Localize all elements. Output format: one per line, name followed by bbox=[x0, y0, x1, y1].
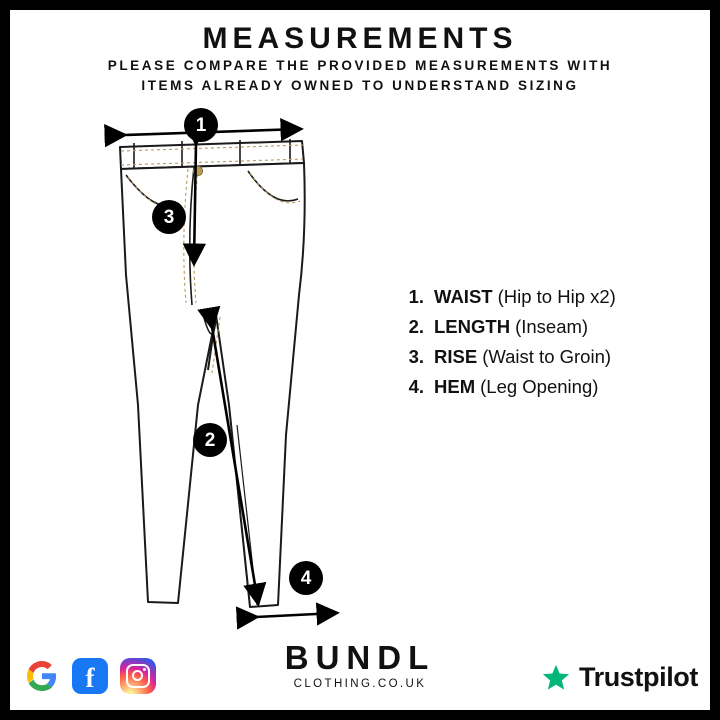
social-links bbox=[24, 658, 156, 694]
legend-item-waist bbox=[398, 286, 698, 308]
frame-border-top bbox=[0, 0, 720, 10]
measurement-legend bbox=[398, 286, 698, 406]
facebook-icon[interactable] bbox=[72, 658, 108, 694]
legend-term: HEM bbox=[434, 376, 476, 397]
page-title: MEASUREMENTS bbox=[202, 22, 518, 55]
jeans-diagram bbox=[90, 105, 430, 640]
instagram-dot bbox=[143, 668, 146, 671]
hem-measure-arrow bbox=[256, 613, 336, 617]
callout-badge-1: 1 bbox=[184, 108, 218, 142]
legend-description: (Waist to Groin) bbox=[482, 346, 612, 367]
legend-item-length bbox=[398, 316, 698, 338]
callout-badge-2: 2 bbox=[193, 423, 227, 457]
page-subtitle bbox=[60, 56, 660, 96]
facebook-letter: f bbox=[85, 663, 95, 693]
subtitle-line-2: ITEMS ALREADY OWNED TO UNDERSTAND SIZING bbox=[141, 78, 579, 93]
frame-border-left bbox=[0, 0, 10, 720]
legend-number: 3. bbox=[408, 346, 424, 367]
brand-logo bbox=[255, 640, 465, 690]
legend-term: LENGTH bbox=[434, 316, 511, 337]
instagram-icon[interactable] bbox=[120, 658, 156, 694]
callout-badge-3: 3 bbox=[152, 200, 186, 234]
legend-term: WAIST bbox=[434, 286, 493, 307]
subtitle-line-1: PLEASE COMPARE THE PROVIDED MEASUREMENTS WITH bbox=[107, 58, 613, 73]
legend-description: (Leg Opening) bbox=[480, 376, 599, 397]
frame-border-right bbox=[710, 0, 720, 720]
trustpilot-badge[interactable] bbox=[541, 662, 698, 693]
legend-description: (Inseam) bbox=[515, 316, 589, 337]
callout-badge-4: 4 bbox=[289, 561, 323, 595]
brand-name: BUNDL bbox=[284, 639, 436, 676]
brand-website: CLOTHING.CO.UK bbox=[293, 678, 427, 690]
legend-number: 1. bbox=[408, 286, 424, 307]
legend-item-rise bbox=[398, 346, 698, 368]
frame-border-bottom bbox=[0, 710, 720, 720]
legend-number: 4. bbox=[408, 376, 424, 397]
legend-item-hem bbox=[398, 376, 698, 398]
instagram-glyph bbox=[126, 664, 150, 688]
trustpilot-label: Trustpilot bbox=[579, 662, 698, 692]
legend-number: 2. bbox=[408, 316, 424, 337]
legend-term: RISE bbox=[434, 346, 478, 367]
trustpilot-star-icon bbox=[541, 663, 571, 693]
google-icon[interactable] bbox=[24, 658, 60, 694]
legend-description: (Hip to Hip x2) bbox=[497, 286, 616, 307]
